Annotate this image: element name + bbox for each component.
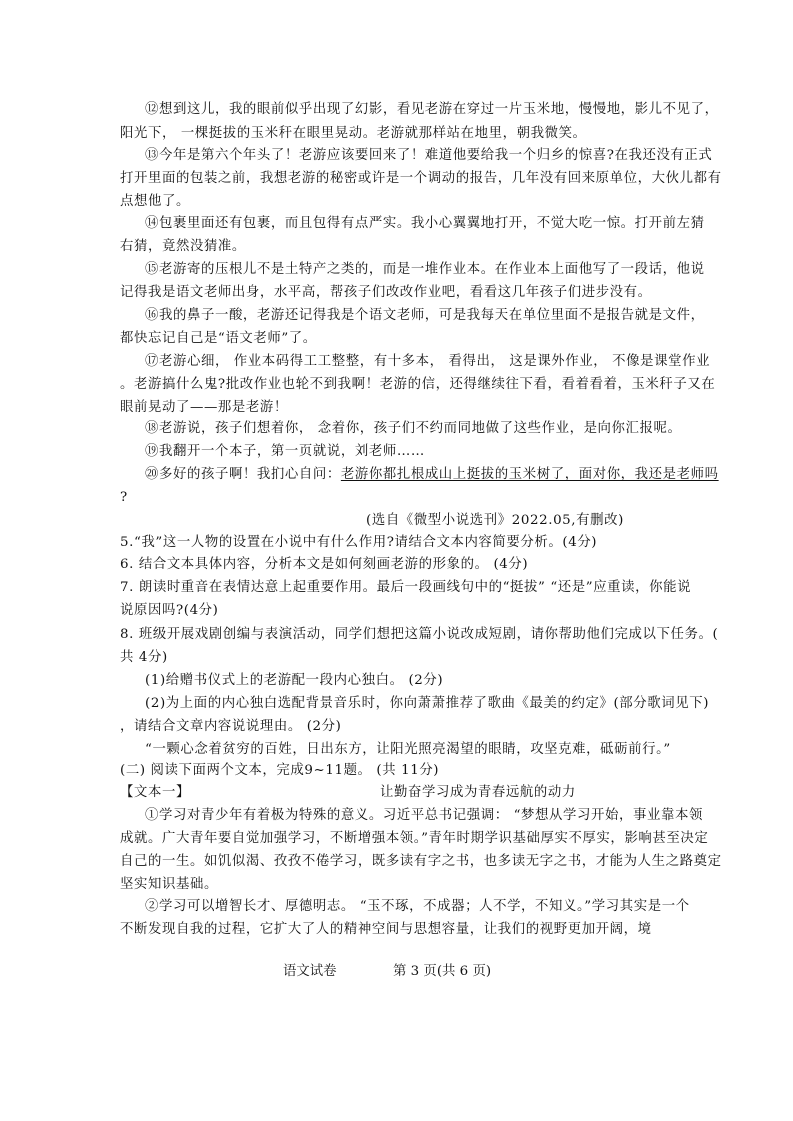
section-2-heading: (二) 阅读下面两个文本，完成9~11题。 (共 11分) xyxy=(120,763,440,778)
text-1-paragraph-2-line-1: ②学习可以增智长才、厚德明志。 “玉不琢，不成器；人不学，不知义。”学习其实是一个 xyxy=(145,899,690,914)
paragraph-19: ⑲我翻开一个本子，第一页就说，刘老师…… xyxy=(145,444,425,459)
question-8-line-2: 共 4分) xyxy=(120,650,168,665)
question-8-task-1: (1)给赠书仪式上的老游配一段内心独白。 (2分) xyxy=(145,673,444,688)
source-citation: (选自《微型小说选刊》2022.05,有删改) xyxy=(366,513,624,528)
question-7-line-1: 7. 朗读时重音在表情达意上起重要作用。最后一段画线句中的“挺拔” “还是”应重读，你能说 xyxy=(120,580,692,595)
footer-subject: 语文试卷 xyxy=(283,964,337,979)
text-1-paragraph-1-line-3: 自己的一生。如饥似渴、孜孜不倦学习，既多读有字之书，也多读无字之书，才能为人生之路奠定 xyxy=(120,854,722,869)
paragraph-12-line-1: ⑫想到这儿，我的眼前似乎出现了幻影，看见老游在穿过一片玉米地，慢慢地，影儿不见了， xyxy=(145,102,719,117)
paragraph-15-line-2: 记得我是语文老师出身，水平高，帮孩子们改改作业吧，看看这几年孩子们进步没有。 xyxy=(120,285,652,300)
paragraph-13-line-2: 打开里面的包装之前，我想老游的秘密或许是一个调动的报告，几年没有回来原单位，大伙儿都有 xyxy=(120,171,722,186)
text-1-title: 让勤奋学习成为青春远航的动力 xyxy=(380,785,576,800)
question-6: 6. 结合文本具体内容，分析本文是如何刻画老游的形象的。 (4分) xyxy=(120,557,529,572)
paragraph-17-line-3: 眼前晃动了——那是老游！ xyxy=(120,400,288,415)
paragraph-14-line-1: ⑭包裹里面还有包裹，而且包得有点严实。我小心翼翼地打开，不觉大吃一惊。打开前左猜 xyxy=(145,216,705,231)
song-lyrics: “一颗心念着贫穷的百姓，日出东方，让阳光照亮渴望的眼睛，攻坚克难，砥砺前行。” xyxy=(145,742,671,757)
paragraph-14-line-2: 右猜，竟然没猜准。 xyxy=(120,239,246,254)
paragraph-20-prefix: ⑳多好的孩子啊！我扪心自问： xyxy=(145,467,341,482)
paragraph-16-line-2: 都快忘记自己是“语文老师”了。 xyxy=(120,331,317,346)
text-1-paragraph-1-line-1: ①学习对青少年有着极为特殊的意义。习近平总书记强调： “梦想从学习开始，事业靠本领 xyxy=(145,808,703,823)
text-1-paragraph-2-line-2: 不断发现自我的过程，它扩大了人的精神空间与思想容量，让我们的视野更加开阔，境 xyxy=(120,922,652,937)
paragraph-12-line-2: 阳光下， 一棵挺拔的玉米秆在眼里晃动。老游就那样站在地里，朝我微笑。 xyxy=(120,126,587,141)
paragraph-13-line-1: ⑬今年是第六个年头了！老游应该要回来了！难道他要给我一个归乡的惊喜?在我还没有正式 xyxy=(145,148,713,163)
footer-page-number: 第 3 页(共 6 页) xyxy=(393,964,492,979)
paragraph-13-line-3: 点想他了。 xyxy=(120,194,190,209)
paragraph-20-line-1 xyxy=(145,467,719,483)
question-7-line-2: 说原因吗?(4分) xyxy=(120,603,219,618)
paragraph-18: ⑱老游说，孩子们想着你， 念着你，孩子们不约而同地做了这些作业，是向你汇报呢。 xyxy=(145,421,682,436)
paragraph-20-line-2: ? xyxy=(120,490,128,505)
text-1-paragraph-1-line-4: 坚实知识基础。 xyxy=(120,877,218,892)
paragraph-16-line-1: ⑯我的鼻子一酸，老游还记得我是个语文老师，可是我每天在单位里面不是报告就是文件， xyxy=(145,308,705,323)
text-1-paragraph-1-line-2: 成就。广大青年要自觉加强学习，不断增强本领。”青年时期学识基础厚实不厚实，影响甚至决定 xyxy=(120,831,709,846)
paragraph-20-underlined-sentence: 老游你都扎根成山上挺拔的玉米树了，面对你，我还是老师吗 xyxy=(340,467,719,482)
paragraph-15-line-1: ⑮老游寄的压根儿不是土特产之类的，而是一堆作业本。在作业本上面他写了一段话，他说 xyxy=(145,262,705,277)
paragraph-17-line-1: ⑰老游心细， 作业本码得工工整整，有十多本， 看得出， 这是课外作业， 不像是课堂作业 xyxy=(145,354,711,369)
text-1-label: 【文本一】 xyxy=(120,785,190,800)
question-8-task-2-line-1: (2)为上面的内心独白选配背景音乐时，你向萧萧推荐了歌曲《最美的约定》(部分歌词见下) xyxy=(145,696,710,711)
paragraph-17-line-2: 。老游搞什么鬼?批改作业也轮不到我啊！老游的信，还得继续往下看，看着看着，玉米秆子又在 xyxy=(120,377,716,392)
question-5: 5.“我”这一人物的设置在小说中有什么作用?请结合文本内容简要分析。(4分) xyxy=(120,535,598,550)
question-8-line-1: 8. 班级开展戏剧创编与表演活动，同学们想把这篇小说改成短剧，请你帮助他们完成以下任务。( xyxy=(120,627,719,642)
question-8-task-2-line-2: ，请结合文章内容说说理由。 (2分) xyxy=(120,719,342,734)
